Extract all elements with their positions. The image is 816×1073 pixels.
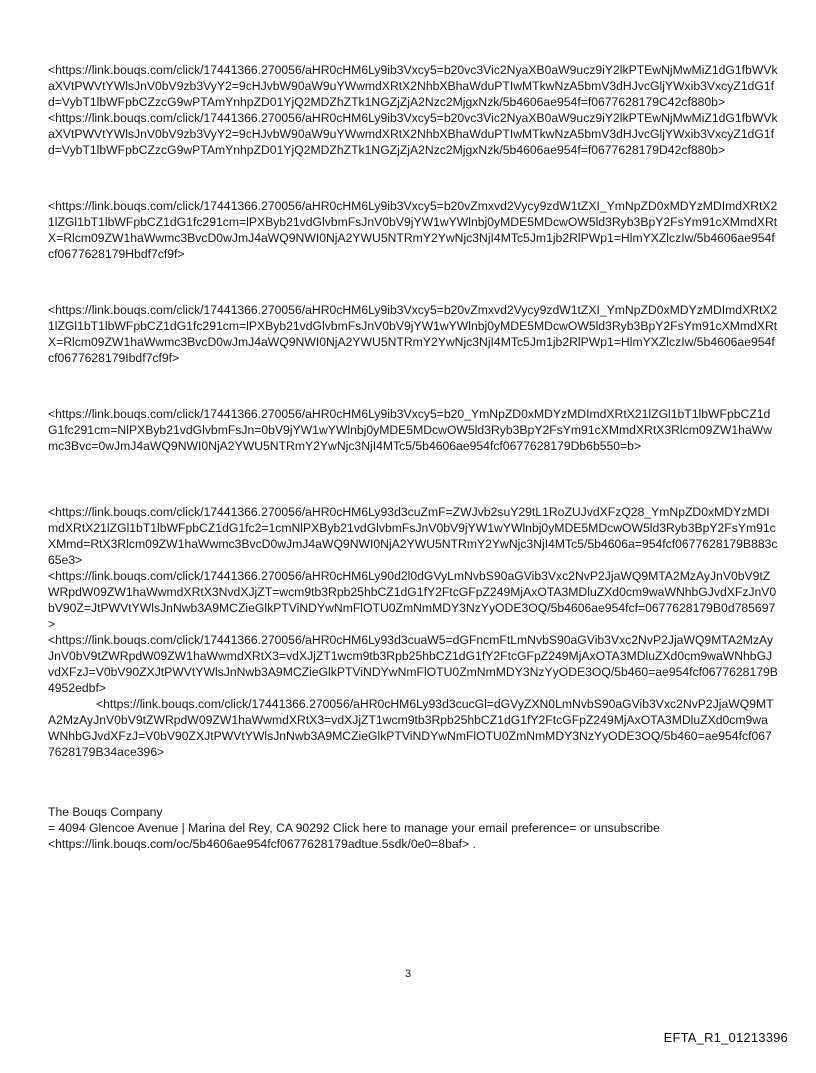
twitter-link[interactable]: <https://link.bouqs.com/click/17441366.270056/aHR0cHM6Ly90d2l0dGVyLmNvbS90aGVib3Vxc2NvP2JjaWQ9MTA2MzAyJnV0bV9tZWRpdW09ZW1haWwmdXRtX3NvdXJjZT=wcm9tb3Rpb25hbCZ1dG1fY2FtcGFpZ249MjAxOTA3MDluZXd0cm9waWNhbGJvdXFzJnV0bV90Z=JtPWVtYWlsJnNwb3A9MCZieGlkPTViNDYwNmFlOTU0ZmNmMDY3NzYyODE3OQ/5b4606ae954fcf=0677628179B0d785697> bbox=[48, 569, 777, 631]
link-block-2 bbox=[48, 198, 778, 262]
facebook-link[interactable]: <https://link.bouqs.com/click/17441366.270056/aHR0cHM6Ly93d3cuZmF=ZWJvb2suY29tL1RoZUJvdXFzQ28_YmNpZD0xMDYzMDImdXRtX21lZGl1bT1lbWFpbCZ1dG1fc2=1cmNlPXByb21vdGlvbmFsJnV0bV9jYW1wYWlnbj0yMDE5MDcwOW5ld3Ryb3BpY2FsYm91cXMmd=RtX3Rlcm09ZW1haWwmc3BvcD0wJmJ4aWQ9NWI0NjA2YWU5NTRmY2YwNjc3NjI4MTc5/5b4606a=954fcf0677628179B883c65e3> bbox=[48, 505, 778, 567]
summer-flowers-link-2[interactable]: <https://link.bouqs.com/click/17441366.270056/aHR0cHM6Ly9ib3Vxcy5=b20vZmxvd2Vycy9zdW1tZXI_YmNpZD0xMDYzMDImdXRtX21lZGl1bT1lbWFpbCZ1dG1fc291cm=lPXByb21vdGlvbmFsJnV0bV9jYW1wYWlnbj0yMDE5MDcwOW5ld3Ryb3BpY2FsYm91cXMmdXRtX=Rlcm09ZW1haWwmc3BvcD0wJmJ4aWQ9NWI0NjA2YWU5NTRmY2YwNjc3NjI4MTc5Jm1jb2RlPWp1=HlmYXZlczIw/5b4606ae954fcf0677628179Ibdf7cf9f> bbox=[48, 303, 778, 365]
unsubscribe-link[interactable]: <https://link.bouqs.com/oc/5b4606ae954fcf0677628179adtue.5sdk/0e0=8baf> . bbox=[48, 837, 476, 851]
spacer bbox=[48, 454, 778, 504]
spacer bbox=[48, 262, 778, 302]
subscription-link-1[interactable]: <https://link.bouqs.com/click/17441366.270056/aHR0cHM6Ly9ib3Vxcy5=b20vc3Vic2NyaXB0aW9ucz9iY2lkPTEwNjMwMiZ1dG1fbWVkaXVtPWVtYWlsJnV0bV9zb3VyY2=9cHJvbW90aW9uYWwmdXRtX2NhbXBhaWduPTIwMTkwNzA5bmV3dHJvcGljYWxib3VxcyZ1dG1fd=VybT1lbWFpbCZzcG9wPTAmYnhpZD01YjQ2MDZhZTk1NGZjZjA2Nzc2MjgxNzk/5b4606ae954f=f0677628179C42cf880b> bbox=[48, 63, 778, 109]
subscription-link-2[interactable]: <https://link.bouqs.com/click/17441366.270056/aHR0cHM6Ly9ib3Vxcy5=b20vc3Vic2NyaXB0aW9ucz9iY2lkPTEwNjMwMiZ1dG1fbWVkaXVtPWVtYWlsJnV0bV9zb3VyY2=9cHJvbW90aW9uYWwmdXRtX2NhbXBhaWduPTIwMTkwNzA5bmV3dHJvcGljYWxib3VxcyZ1dG1fd=VybT1lbWFpbCZzcG9wPTAmYnhpZD01YjQ2MDZhZTk1NGZjZjA2Nzc2MjgxNzk/5b4606ae954f=f0677628179D42cf880b> bbox=[48, 111, 778, 157]
company-address: = 4094 Glencoe Avenue | Marina del Rey, CA 90292 Click here to manage your email preference= or unsubscribe bbox=[48, 821, 660, 835]
email-footer bbox=[48, 804, 778, 852]
spacer bbox=[48, 158, 778, 198]
company-name: The Bouqs Company bbox=[48, 805, 163, 819]
link-block-1 bbox=[48, 62, 778, 158]
summer-flowers-link-1[interactable]: <https://link.bouqs.com/click/17441366.270056/aHR0cHM6Ly9ib3Vxcy5=b20vZmxvd2Vycy9zdW1tZXI_YmNpZD0xMDYzMDImdXRtX21lZGl1bT1lbWFpbCZ1dG1fc291cm=lPXByb21vdGlvbmFsJnV0bV9jYW1wYWlnbj0yMDE5MDcwOW5ld3Ryb3BpY2FsYm91cXMmdXRtX=Rlcm09ZW1haWwmc3BvcD0wJmJ4aWQ9NWI0NjA2YWU5NTRmY2YwNjc3NjI4MTc5Jm1jb2RlPWp1=HlmYXZlczIw/5b4606ae954fcf0677628179Hbdf7cf9f> bbox=[48, 199, 778, 261]
homepage-link[interactable]: <https://link.bouqs.com/click/17441366.270056/aHR0cHM6Ly9ib3Vxcy5=b20_YmNpZD0xMDYzMDImdXRtX21lZGl1bT1lbWFpbCZ1dG1fc291cm=NlPXByb21vdGlvbmFsJn=0bV9jYW1wYWlnbj0yMDE5MDcwOW5ld3Ryb3BpY2FsYm91cXMmdXRtX3Rlcm09ZW1haWwmc3Bvc=0wJmJ4aWQ9NWI0NjA2YWU5NTRmY2YwNjc3NjI4MTc5/5b4606ae954fcf0677628179Db6b550=b> bbox=[48, 407, 773, 453]
page-number: 3 bbox=[404, 968, 412, 980]
spacer bbox=[48, 366, 778, 406]
instagram-link[interactable]: <https://link.bouqs.com/click/17441366.270056/aHR0cHM6Ly93d3cuaW5=dGFncmFtLmNvbS90aGVib3Vxc2NvP2JjaWQ9MTA2MzAyJnV0bV9tZWRpdW09ZW1haWwmdXRtX3=vdXJjZT1wcm9tb3Rpb25hbCZ1dG1fY2FtcGFpZ249MjAxOTA3MDluZXd0cm9waWNhbGJvdXFzJ=V0bV90ZXJtPWVtYWlsJnNwb3A9MCZieGlkPTViNDYwNmFlOTU0ZmNmMDY3NzYyODE3OQ/5b460=ae954fcf0677628179B4952edbf> bbox=[48, 633, 778, 695]
link-block-5 bbox=[48, 504, 778, 760]
bates-number: EFTA_R1_01213396 bbox=[663, 1030, 788, 1045]
pinterest-link[interactable]: <https://link.bouqs.com/click/17441366.270056/aHR0cHM6Ly93d3cucGl=dGVyZXN0LmNvbS90aGVib3Vxc2NvP2JjaWQ9MTA2MzAyJnV0bV9tZWRpdW09ZW1haWwmdXRtX3=vdXJjZT1wcm9tb3Rpb25hbCZ1dG1fY2FtcGFpZ249MjAxOTA3MDluZXd0cm9waWNhbGJvdXFzJ=V0bV90ZXJtPWVtYWlsJnNwb3A9MCZieGlkPTViNDYwNmFlOTU0ZmNmMDY3NzYyODE3OQ/5b460=ae954fcf0677628179B34ace396> bbox=[48, 697, 774, 759]
document-page bbox=[48, 62, 778, 852]
link-block-3 bbox=[48, 302, 778, 366]
link-block-4 bbox=[48, 406, 778, 454]
